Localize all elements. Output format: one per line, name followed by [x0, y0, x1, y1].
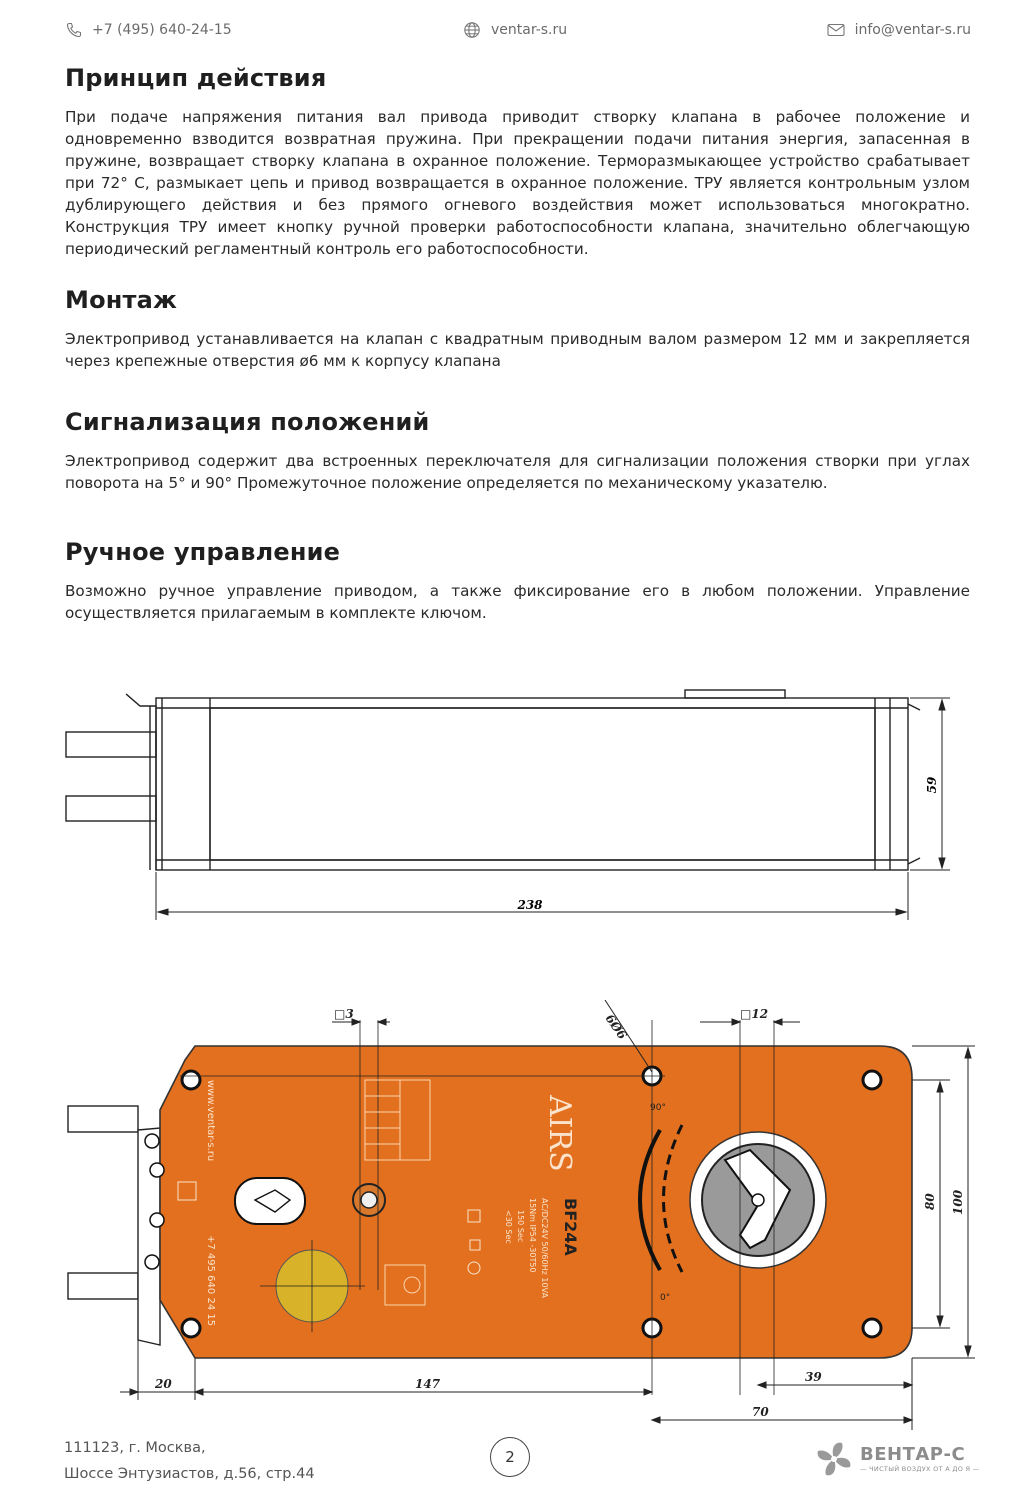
scale-label-90: 90° [650, 1103, 666, 1113]
dimension-147: 147 [415, 1377, 441, 1391]
header-phone-text: +7 (495) 640-24-15 [92, 22, 232, 38]
printed-site: www.ventar-s.ru [205, 1080, 216, 1162]
logo-tagline: — ЧИСТЫЙ ВОЗДУХ ОТ А ДО Я — [860, 1465, 980, 1473]
manual-key-slot [235, 1178, 305, 1224]
section-manual-control [65, 538, 970, 624]
footer-address-line2: Шоссе Энтузиастов, д.56, стр.44 [64, 1466, 315, 1482]
dimension-80: 80 [923, 1193, 937, 1210]
dimension-20: 20 [155, 1377, 172, 1391]
header-site-text: ventar-s.ru [491, 22, 568, 38]
section-signaling [65, 408, 970, 494]
dimension-100: 100 [951, 1189, 965, 1215]
section-text: Электропривод содержит два встроенных переключателя для сигнализации положения створки при углах поворота на 5° и 90° Промежуточное положение определяется по механическому указателю. [65, 452, 970, 492]
globe-icon [463, 21, 481, 39]
spec-line-4: <30 Sec [504, 1210, 513, 1244]
spec-line-1: AC/DC24V 50/60Hz 10VA [540, 1198, 549, 1298]
company-logo[interactable] [812, 1437, 979, 1481]
spec-line-3: 150 Sec [516, 1210, 525, 1243]
section-text: Электропривод устанавливается на клапан с квадратным приводным валом размером 12 мм и закрепляется через крепежные отверстия ø6 мм к корпусу клапана [65, 330, 970, 370]
printed-phone: +7 495 640 24 15 [205, 1235, 216, 1327]
dimension-height: 59 [925, 776, 939, 794]
actuator-side-view-drawing [60, 680, 960, 920]
section-title: Принцип действия [65, 64, 327, 92]
section-text: При подаче напряжения питания вал привода приводит створку клапана в рабочее положение и одновременно взводится возвратная пружина. При прекращении подачи питания энергия, запасенная в пружине, возвращает створку клапана в охранное положение. Терморазмыкающее устройство срабатывает при 72° С, размыкает цепь и привод возвращается в охранное положение. ТРУ является контрольным узлом дублирующего действия и без прямого огневого воздействия может использоваться многократно. Конструкция ТРУ имеет кнопку ручной проверки работоспособности клапана, значительно облегчающую периодический регламентный контроль его работоспособности. [65, 108, 970, 258]
dimension-39: 39 [805, 1370, 822, 1384]
dimension-width: 238 [517, 898, 543, 912]
dimension-70: 70 [752, 1405, 769, 1419]
brand-logo-text: AIRS [542, 1095, 577, 1172]
header-phone[interactable] [66, 18, 232, 42]
page-number-text: 2 [505, 1448, 515, 1466]
section-title: Сигнализация положений [65, 408, 430, 436]
dimension-square-12: □12 [740, 1007, 769, 1021]
actuator-front-view-drawing [60, 1000, 980, 1430]
dimension-square-3: □3 [334, 1007, 354, 1021]
header-site[interactable] [463, 18, 567, 42]
header-email-text: info@ventar-s.ru [854, 22, 971, 38]
fan-logo-icon [812, 1437, 856, 1481]
scale-label-0: 0° [660, 1293, 671, 1303]
spec-line-2: 15Nm IP54 -30T50 [528, 1198, 537, 1273]
section-principle [65, 64, 970, 260]
section-mounting [65, 286, 970, 372]
phone-icon [66, 22, 82, 38]
model-label: BF24A [561, 1198, 580, 1256]
dimension-hole-6x6: 6Ø6 [602, 1011, 630, 1042]
page-number [490, 1437, 530, 1477]
header-email[interactable] [827, 18, 971, 42]
footer-address-line1: 111123, г. Москва, [64, 1440, 206, 1456]
mounting-bracket [138, 1128, 160, 1345]
section-text: Возможно ручное управление приводом, а также фиксирование его в любом положении. Управление осуществляется прилагаемым в комплекте ключом. [65, 582, 970, 622]
logo-name: ВЕНТАР-С [860, 1444, 966, 1465]
section-title: Ручное управление [65, 538, 341, 566]
mail-icon [827, 23, 845, 37]
section-title: Монтаж [65, 286, 178, 314]
